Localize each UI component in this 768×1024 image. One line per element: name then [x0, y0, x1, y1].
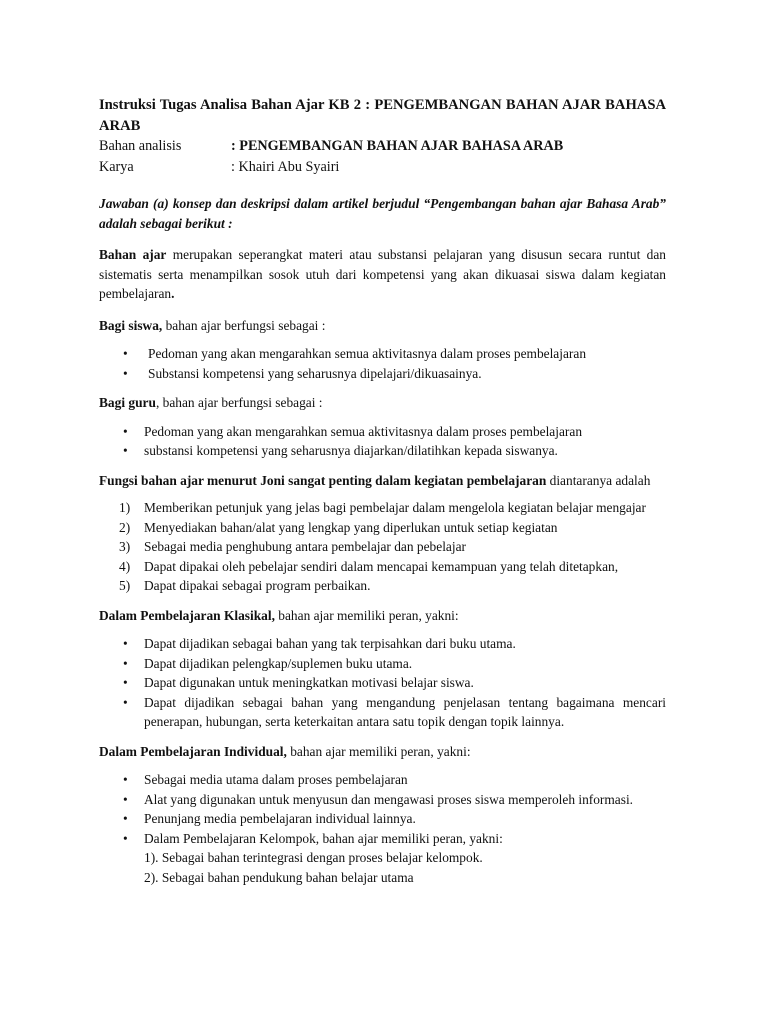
list-item-text: Sebagai media penghubung antara pembelajar dan pebelajar — [144, 539, 466, 554]
individual-heading — [99, 742, 666, 762]
guru-text: , bahan ajar berfungsi sebagai : — [155, 395, 323, 410]
klasikal-term: Dalam Pembelajaran Klasikal, — [99, 607, 275, 623]
list-number: 3) — [119, 539, 131, 554]
bullet-icon: • — [123, 791, 128, 807]
individual-text: bahan ajar memiliki peran, yakni: — [286, 743, 471, 759]
bullet-icon: • — [123, 346, 128, 361]
list-item-text: Dalam Pembelajaran Kelompok, bahan ajar memiliki peran, yakni: — [144, 830, 503, 846]
document-content — [99, 95, 666, 887]
bahan-ajar-term: Bahan ajar — [99, 247, 167, 262]
list-item — [99, 809, 666, 829]
list-number: 2) — [119, 519, 131, 535]
list-item-text: Dapat dijadikan sebagai bahan yang tak terpisahkan dari buku utama. — [144, 636, 516, 651]
bullet-icon: • — [123, 675, 128, 690]
bullet-icon: • — [123, 694, 128, 710]
bahan-ajar-paragraph — [99, 245, 666, 304]
list-item-text: Dapat dipakai sebagai program perbaikan. — [144, 578, 371, 593]
siswa-list — [99, 344, 666, 383]
bullet-icon: • — [123, 830, 128, 846]
individual-term: Dalam Pembelajaran Individual, — [99, 743, 287, 759]
list-number: 5) — [119, 578, 131, 593]
list-item — [99, 537, 666, 557]
list-item-text: Dapat dijadikan sebagai bahan yang mengandung penjelasan tentang bagaimana mencari penerapan, hubungan, serta keterkaitan antara satu topik dengan topik lainnya. — [144, 694, 666, 729]
klasikal-text: bahan ajar memiliki peran, yakni: — [274, 607, 459, 623]
list-item — [99, 364, 666, 384]
meta-label: Bahan analisis — [99, 138, 182, 154]
list-item — [99, 557, 666, 577]
list-item — [99, 498, 666, 518]
list-item-text: Memberikan petunjuk yang jelas bagi pembelajar dalam mengelola kegiatan belajar mengajar — [144, 500, 646, 515]
list-number: 1) — [119, 500, 131, 515]
bahan-ajar-end: . — [171, 286, 175, 301]
siswa-heading — [99, 316, 666, 336]
list-item — [99, 344, 666, 364]
list-item — [99, 441, 666, 461]
list-item-text: Dapat dijadikan pelengkap/suplemen buku utama. — [144, 655, 413, 671]
bullet-icon: • — [123, 423, 128, 439]
list-item-text: Pedoman yang akan mengarahkan semua aktivitasnya dalam proses pembelajaran — [148, 346, 587, 361]
meta-value: : PENGEMBANGAN BAHAN AJAR BAHASA ARAB — [231, 138, 564, 154]
guru-list — [99, 422, 666, 461]
sub-list-item: 1). Sebagai bahan terintegrasi dengan proses belajar kelompok. — [144, 850, 483, 865]
bullet-icon: • — [123, 811, 128, 826]
list-item-text: Menyediakan bahan/alat yang lengkap yang diperlukan untuk setiap kegiatan — [144, 519, 558, 535]
meta-value: : Khairi Abu Syairi — [231, 159, 340, 175]
bullet-icon: • — [123, 772, 128, 787]
guru-heading — [99, 393, 666, 413]
meta-row-bahan-analisis — [99, 136, 666, 157]
list-item-text: Substansi kompetensi yang seharusnya dipelajari/dikuasainya. — [148, 365, 482, 381]
list-item-text: Pedoman yang akan mengarahkan semua aktivitasnya dalam proses pembelajaran — [144, 423, 583, 439]
fungsi-list — [99, 498, 666, 596]
klasikal-heading — [99, 606, 666, 626]
bullet-icon: • — [123, 655, 128, 671]
intro-paragraph: Jawaban (a) konsep dan deskripsi dalam artikel berjudul “Pengembangan bahan ajar Bahasa Arab” adalah sebagai berikut : — [99, 196, 666, 231]
fungsi-paragraph — [99, 471, 666, 491]
klasikal-list — [99, 634, 666, 732]
guru-term: Bagi guru — [99, 395, 156, 410]
list-item — [99, 829, 666, 888]
list-item-text: Sebagai media utama dalam proses pembelajaran — [144, 772, 408, 787]
meta-row-karya — [99, 157, 666, 178]
list-number: 4) — [119, 558, 131, 574]
meta-label: Karya — [99, 159, 134, 175]
list-item-text: Dapat digunakan untuk meningkatkan motivasi belajar siswa. — [144, 675, 474, 690]
list-item-text: Dapat dipakai oleh pebelajar sendiri dalam mencapai kemampuan yang telah ditetapkan, — [144, 558, 619, 574]
list-item — [99, 770, 666, 790]
list-item-text: substansi kompetensi yang seharusnya diajarkan/dilatihkan kepada siswanya. — [144, 443, 558, 458]
siswa-term: Bagi siswa, — [99, 317, 163, 333]
list-item — [99, 518, 666, 538]
siswa-text: bahan ajar berfungsi sebagai : — [162, 317, 326, 333]
list-item — [99, 654, 666, 674]
individual-list — [99, 770, 666, 887]
bahan-ajar-text: merupakan seperangkat materi atau substansi pelajaran yang disusun secara runtut dan sistematis serta menampilkan sosok utuh dari kompetensi yang akan dikuasai siswa dalam kegiatan pembelajaran — [99, 247, 666, 301]
list-item — [99, 634, 666, 654]
bullet-icon: • — [123, 443, 128, 458]
list-item — [99, 422, 666, 442]
bullet-icon: • — [123, 636, 128, 651]
list-item-text: Alat yang digunakan untuk menyusun dan mengawasi proses siswa memperoleh informasi. — [144, 791, 634, 807]
list-item — [99, 576, 666, 596]
fungsi-text: diantaranya adalah — [546, 472, 651, 488]
sub-list-item: 2). Sebagai bahan pendukung bahan belajar utama — [144, 869, 414, 885]
document-title: Instruksi Tugas Analisa Bahan Ajar KB 2 : PENGEMBANGAN BAHAN AJAR BAHASA ARAB — [99, 97, 666, 134]
list-item — [99, 693, 666, 732]
bullet-icon: • — [123, 365, 128, 381]
list-item — [99, 790, 666, 810]
list-item — [99, 673, 666, 693]
list-item-text: Penunjang media pembelajaran individual lainnya. — [144, 811, 416, 826]
fungsi-term: Fungsi bahan ajar menurut Joni sangat penting dalam kegiatan pembelajaran — [99, 472, 547, 488]
